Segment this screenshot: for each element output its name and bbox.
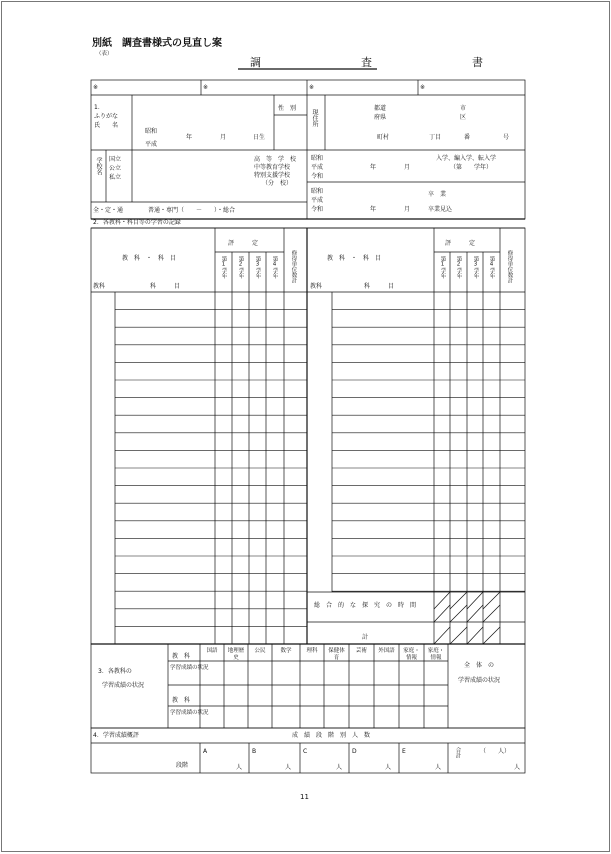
left-credit-header: 修得単位数計 (290, 250, 297, 283)
admit-type: 入学、編入学、転入学 (436, 155, 497, 162)
status-jokyo-row-1: 学習成績の状況 (170, 665, 209, 671)
town-label: 町村 (377, 134, 390, 141)
chome-label: 丁目 (429, 134, 442, 141)
summary-person-D: 人 (385, 764, 392, 771)
course-kind: 普通・専門（ － ）・総合 (148, 207, 236, 214)
era-showa: 昭和 (145, 128, 158, 135)
summary-letter-E: E (402, 748, 406, 755)
records-heading: 2．各教科・科目等の学習の記録 (93, 219, 181, 226)
grad-era-reiwa: 令和 (311, 206, 324, 213)
total-label: 計 (362, 634, 369, 641)
overall-label-1: 全 体 の (464, 662, 495, 669)
school-kind-4: （分 校） (262, 180, 293, 187)
grad-expected-label: 卒業見込 (428, 206, 453, 213)
doc-title: 調 査 書 (250, 56, 509, 69)
right-grade-1: 第1学年 (439, 256, 446, 279)
status-kyoka-row-2: 教 科 (172, 697, 191, 704)
status-label-1: 3．各教科の (98, 668, 132, 675)
birth-day: 日生 (253, 134, 266, 141)
summary-person-C: 人 (336, 764, 343, 771)
sex-label: 性 別 (278, 105, 297, 112)
status-subject-9: 家庭・情報 (427, 648, 445, 661)
summary-total-unit: 人 (514, 764, 521, 771)
status-subject-2: 公民 (254, 648, 266, 654)
summary-letter-B: B (252, 748, 257, 755)
summary-letter-C: C (303, 748, 308, 755)
left-grade-4: 第4学年 (271, 256, 278, 279)
city-label-2: 区 (460, 114, 467, 121)
school-kind-3: 特別支援学校 (254, 172, 291, 179)
birth-year: 年 (186, 134, 193, 141)
status-subject-0: 国語 (206, 648, 218, 654)
status-subject-4: 理科 (306, 648, 318, 654)
pref-label-1: 都道 (374, 105, 387, 112)
status-label-2: 学習成績の状況 (102, 682, 145, 689)
school-public: 公立 (109, 165, 122, 172)
birth-month: 月 (220, 134, 227, 141)
admit-era-heisei: 平成 (311, 164, 324, 171)
admit-month: 月 (404, 164, 411, 171)
furigana-label: ふりがな (94, 113, 119, 120)
city-label-1: 市 (460, 105, 467, 112)
right-kamoku-col: 科 目 (364, 283, 395, 290)
summary-dist-label: 成 績 段 階 別 人 数 (292, 732, 371, 739)
summary-grade-label: 段階 (176, 762, 189, 769)
status-jokyo-row-2: 学習成績の状況 (170, 710, 209, 716)
left-kamoku-col: 科 目 (150, 283, 181, 290)
left-grade-3: 第3学年 (254, 256, 261, 279)
admit-year: 年 (370, 164, 377, 171)
summary-letter-A: A (203, 748, 208, 755)
ban-label: 番 (464, 134, 471, 141)
section-1-num: 1． (94, 104, 104, 111)
left-grade-2: 第2学年 (237, 256, 244, 279)
left-kyoka-col: 教科 (93, 283, 106, 290)
name-label: 氏 名 (94, 122, 119, 129)
right-kyoka-col: 教科 (310, 283, 323, 290)
school-private: 私立 (109, 174, 122, 181)
school-name-label: 学校名 (95, 157, 102, 175)
grad-label: 卒 業 (428, 191, 447, 198)
overall-label-2: 学習成績の状況 (458, 677, 501, 684)
course-type: 全・定・通 (93, 207, 124, 214)
status-subject-1: 地理歴史 (227, 648, 245, 661)
address-label: 現住所 (311, 109, 318, 127)
integrated-study-label: 総 合 的 な 探 究 の 時 間 (314, 602, 417, 609)
summary-total-count: （ 人） (480, 748, 511, 755)
grid-rows (2, 2, 611, 853)
summary-person-E: 人 (435, 764, 442, 771)
right-grade-3: 第3学年 (472, 256, 479, 279)
go-label: 号 (503, 134, 510, 141)
grad-era-heisei: 平成 (311, 197, 324, 204)
status-subject-6: 芸術 (355, 648, 367, 654)
doc-header-sub: （表） (96, 51, 113, 57)
grad-era-showa: 昭和 (311, 188, 324, 195)
summary-letter-D: D (352, 748, 357, 755)
admit-era-showa: 昭和 (311, 155, 324, 162)
left-subject-header: 教 科 ・ 科 目 (122, 255, 177, 262)
status-subject-3: 数学 (280, 648, 292, 654)
status-kyoka-row-1: 教 科 (172, 653, 191, 660)
school-kind-1: 高 等 学 校 (254, 156, 297, 163)
right-grade-2: 第2学年 (455, 256, 462, 279)
mark-2: ※ (203, 84, 209, 91)
right-subject-header: 教 科 ・ 科 目 (327, 255, 382, 262)
summary-person-A: 人 (236, 764, 243, 771)
school-national: 国立 (109, 156, 122, 163)
status-subject-8: 家庭・情報 (403, 648, 420, 661)
document-page (1, 1, 610, 852)
summary-total-label: 合計 (454, 747, 461, 758)
grad-year: 年 (370, 206, 377, 213)
mark-1: ※ (93, 84, 99, 91)
summary-heading: 4．学習成績概評 (93, 732, 139, 739)
doc-header-title: 別紙 調査書様式の見直し案 (92, 38, 222, 49)
mark-4: ※ (420, 84, 426, 91)
grad-month: 月 (404, 206, 411, 213)
page-number: 11 (300, 793, 309, 801)
mark-3: ※ (309, 84, 315, 91)
status-subject-7: 外国語 (378, 648, 395, 654)
pref-label-2: 府県 (374, 114, 387, 121)
left-grade-1: 第1学年 (220, 256, 227, 279)
right-hyotei-header: 評 定 (445, 240, 476, 247)
era-heisei: 平成 (145, 141, 158, 148)
summary-person-B: 人 (285, 764, 292, 771)
admit-era-reiwa: 令和 (311, 173, 324, 180)
school-kind-2: 中等教育学校 (254, 164, 291, 171)
status-subject-5: 保健体育 (328, 648, 345, 661)
right-grade-4: 第4学年 (488, 256, 495, 279)
left-hyotei-header: 評 定 (228, 240, 259, 247)
admit-grade: （第 学年） (450, 164, 493, 171)
right-credit-header: 修得単位数計 (506, 250, 513, 283)
